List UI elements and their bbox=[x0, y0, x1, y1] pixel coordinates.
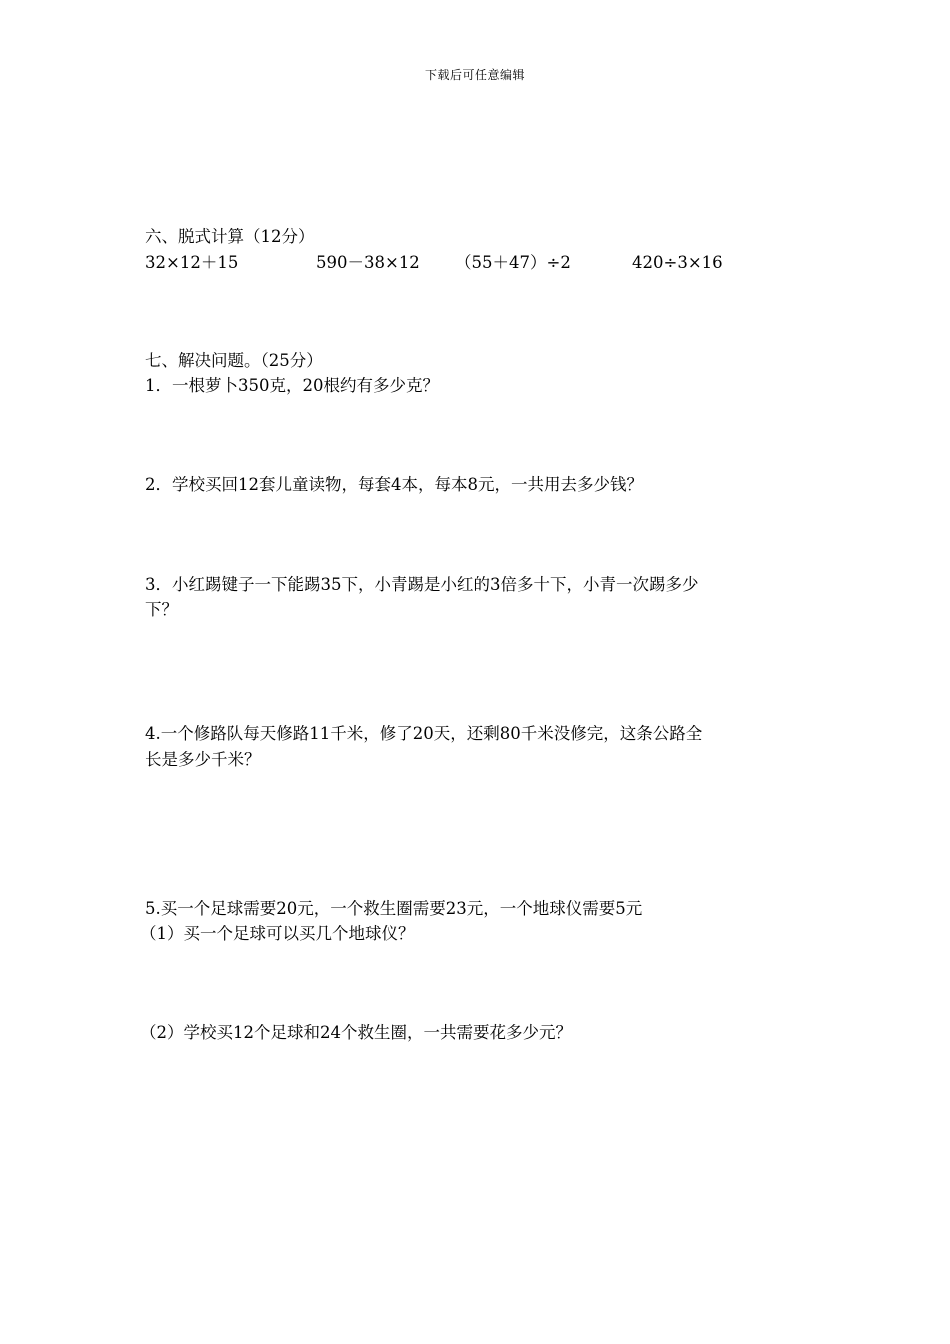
question-2: 2．学校买回12套儿童读物，每套4本，每本8元，一共用去多少钱？ bbox=[145, 475, 643, 494]
question-4-line-1: 4.一个修路队每天修路11千米，修了20天，还剩80千米没修完，这条公路全 bbox=[145, 724, 703, 743]
expression-3: （55＋47）÷2 bbox=[455, 253, 571, 272]
section-6-title: 六、脱式计算（12分） bbox=[145, 227, 315, 246]
page-header: 下载后可任意编辑 bbox=[424, 68, 525, 82]
question-3-line-1: 3．小红踢键子一下能踢35下，小青踢是小红的3倍多十下，小青一次踢多少 bbox=[145, 575, 699, 594]
question-5-intro: 5.买一个足球需要20元，一个救生圈需要23元，一个地球仪需要5元 bbox=[145, 899, 643, 918]
expression-4: 420÷3×16 bbox=[632, 253, 723, 272]
question-5-part-2: （2）学校买12个足球和24个救生圈，一共需要花多少元？ bbox=[140, 1023, 572, 1042]
expression-1: 32×12＋15 bbox=[145, 253, 239, 272]
expression-2: 590－38×12 bbox=[316, 253, 420, 272]
question-5-part-1: （1）买一个足球可以买几个地球仪？ bbox=[140, 924, 415, 943]
question-4-line-2: 长是多少千米？ bbox=[145, 750, 261, 769]
question-3-line-2: 下？ bbox=[145, 600, 178, 619]
question-1: 1．一根萝卜350克，20根约有多少克？ bbox=[145, 376, 439, 395]
section-7-title: 七、解决问题。（25分） bbox=[145, 351, 323, 370]
